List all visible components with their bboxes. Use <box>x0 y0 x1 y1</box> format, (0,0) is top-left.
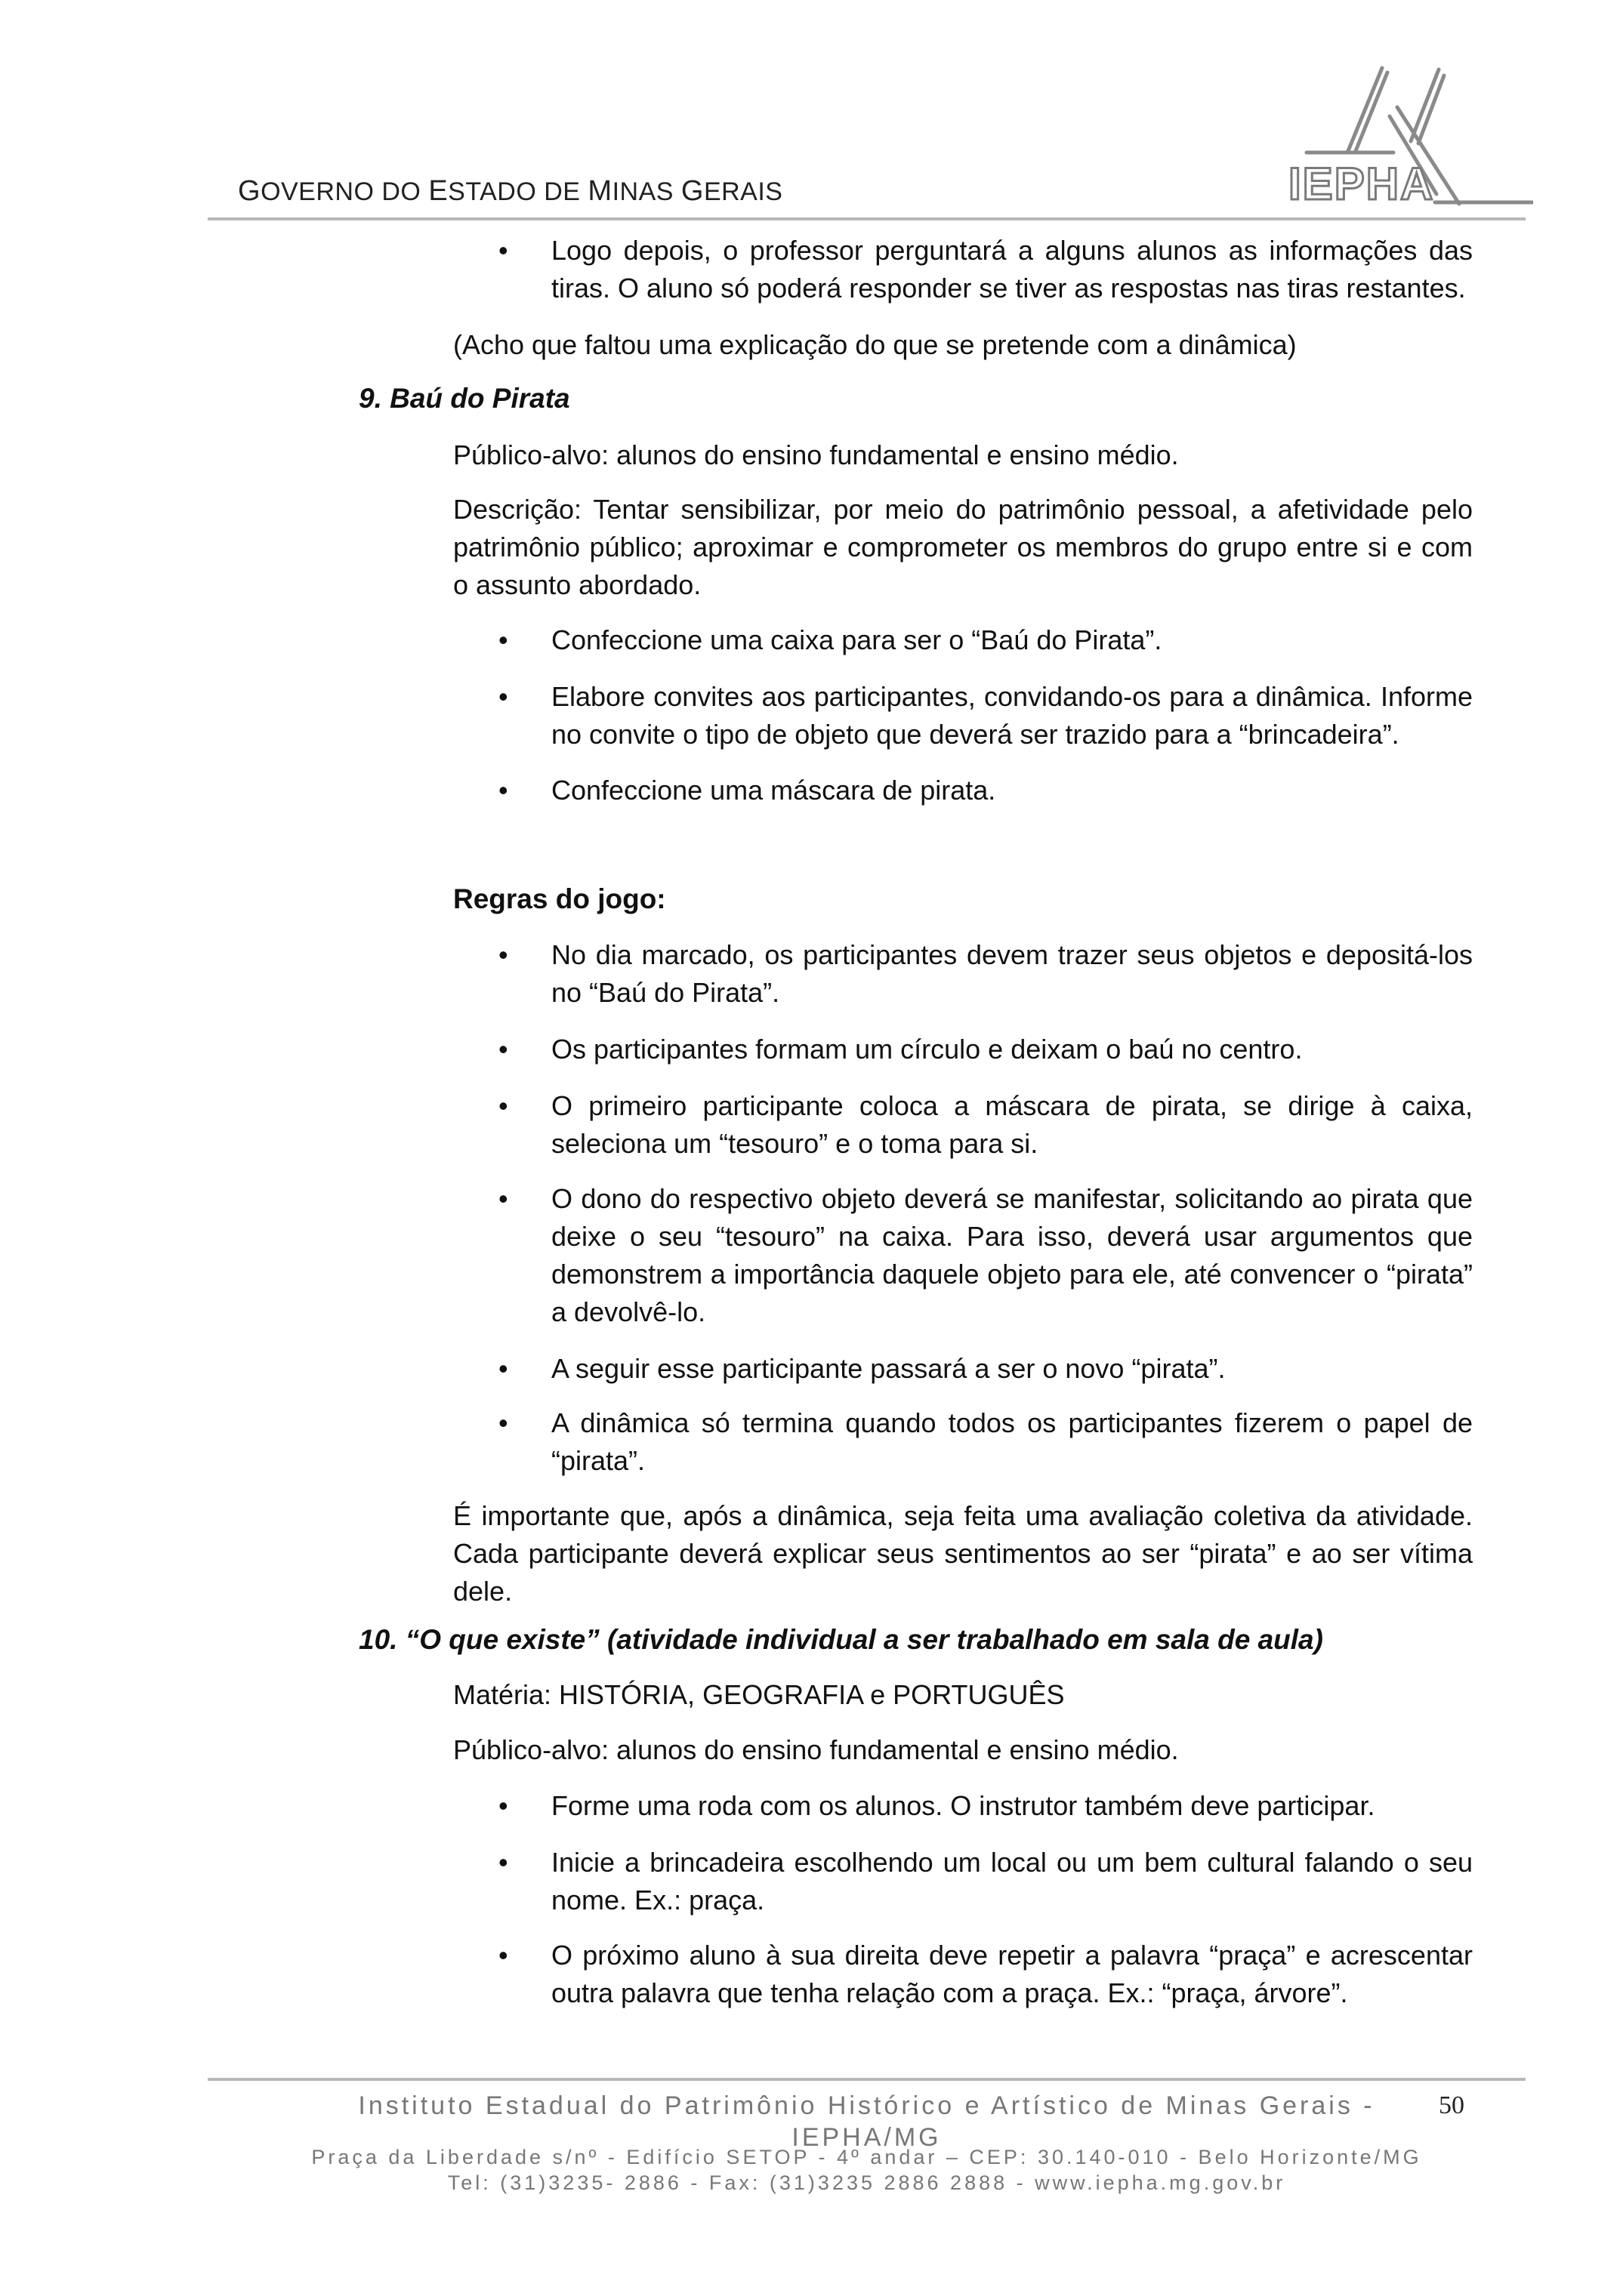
bullet: • <box>498 235 508 266</box>
header-title <box>238 175 782 208</box>
list-item <box>453 678 1473 754</box>
list-item-text: O dono do respectivo objeto deverá se manifestar, solicitando ao pirata que deixe o seu “tesouro” na caixa. Para isso, deverá usar argumentos que demonstrem a importância daquele objeto para ele, até convencer o “pirata” a devolvê-lo. <box>551 1183 1473 1327</box>
footer-divider <box>208 2078 1526 2081</box>
list-item <box>453 1937 1473 2012</box>
list-item-text: A dinâmica só termina quando todos os participantes fizerem o papel de “pirata”. <box>551 1407 1473 1476</box>
footer-institute-line1: Instituto Estadual do Patrimônio Histórico e Artístico de Minas Gerais - <box>358 2091 1375 2120</box>
list-item <box>453 1404 1473 1480</box>
list-item-text: Elabore convites aos participantes, convidando-os para a dinâmica. Informe no convite o tipo de objeto que deverá ser trazido para a “brincadeira”. <box>551 681 1473 750</box>
list-item-text: Confeccione uma máscara de pirata. <box>551 775 996 806</box>
section-heading: 9. Baú do Pirata <box>359 383 570 414</box>
header-title-part: M <box>588 175 612 207</box>
conclusion-paragraph: É importante que, após a dinâmica, seja feita uma avaliação coletiva da atividade. Cada participante deverá explicar seus sentimentos ao ser “pirata” e ao ser vítima dele. <box>453 1500 1473 1607</box>
list-item <box>453 1844 1473 1919</box>
bullet: • <box>498 1790 508 1821</box>
footer-address: Praça da Liberdade s/nº - Edifício SETOP - 4º andar – CEP: 30.140-010 - Belo Horizonte/MG <box>311 2146 1422 2168</box>
target-audience: Público-alvo: alunos do ensino fundamental e ensino médio. <box>453 1734 1179 1765</box>
list-item <box>453 1031 1473 1068</box>
list-item-text: Inicie a brincadeira escolhendo um local ou um bem cultural falando o seu nome. Ex.: praça. <box>551 1847 1473 1915</box>
list-item-text: O próximo aluno à sua direita deve repetir a palavra “praça” e acrescentar outra palavra que tenha relação com a praça. Ex.: “praça, árvore”. <box>551 1940 1473 2008</box>
bullet: • <box>498 1183 508 1214</box>
list-item-text: Forme uma roda com os alunos. O instrutor também deve participar. <box>551 1790 1375 1821</box>
header-title-part: INAS <box>612 177 681 206</box>
bullet: • <box>498 775 508 806</box>
footer-institute <box>208 2090 1526 2153</box>
description-paragraph: Descrição: Tentar sensibilizar, por meio do patrimônio pessoal, a afetividade pelo patrimônio público; aproximar e comprometer os membros do grupo entre si e com o assunto abordado. <box>453 494 1473 600</box>
iepha-logo <box>1284 62 1533 213</box>
list-item <box>453 232 1473 307</box>
header-title-part: E <box>428 175 449 207</box>
list-item-text: A seguir esse participante passará a ser o novo “pirata”. <box>551 1353 1226 1384</box>
list-item <box>453 936 1473 1012</box>
logo-wordmark: IEPHA <box>1288 159 1435 209</box>
note-paragraph: (Acho que faltou uma explicação do que se pretende com a dinâmica) <box>453 329 1297 360</box>
list-item-text: O primeiro participante coloca a máscara de pirata, se dirige à caixa, seleciona um “tesouro” e o toma para si. <box>551 1090 1473 1159</box>
header-title-part: ERAIS <box>703 177 783 206</box>
header-title-part: STADO DE <box>448 177 588 206</box>
bullet: • <box>498 1090 508 1121</box>
list-item <box>453 1087 1473 1163</box>
bullet: • <box>498 1407 508 1438</box>
list-item-text: No dia marcado, os participantes devem trazer seus objetos e depositá-los no “Baú do Pirata”. <box>551 939 1473 1008</box>
footer-institute-line2: IEPHA/MG <box>791 2123 942 2152</box>
bullet: • <box>498 681 508 712</box>
list-item-text: Os participantes formam um círculo e deixam o baú no centro. <box>551 1034 1303 1065</box>
header-title-part: G <box>680 175 704 207</box>
list-item <box>453 1787 1473 1825</box>
header-divider <box>208 217 1526 220</box>
bullet: • <box>498 624 508 655</box>
list-item-text: Logo depois, o professor perguntará a alguns alunos as informações das tiras. O aluno só poderá responder se tiver as respostas nas tiras restantes. <box>551 235 1473 304</box>
subject-line: Matéria: HISTÓRIA, GEOGRAFIA e PORTUGUÊS <box>453 1679 1065 1710</box>
list-item <box>453 1180 1473 1331</box>
header-title-part: OVERNO DO <box>261 177 429 206</box>
bullet: • <box>498 1034 508 1065</box>
list-item <box>453 621 1473 659</box>
page-number: 50 <box>1439 2091 1464 2119</box>
list-item <box>453 1350 1473 1388</box>
bullet: • <box>498 1940 508 1971</box>
bullet: • <box>498 1353 508 1384</box>
section-heading: 10. “O que existe” (atividade individual a ser trabalhado em sala de aula) <box>359 1624 1323 1655</box>
bullet: • <box>498 1847 508 1878</box>
list-item <box>453 772 1473 809</box>
footer-contact: Tel: (31)3235- 2886 - Fax: (31)3235 2886 2888 - www.iepha.mg.gov.br <box>447 2171 1286 2194</box>
target-audience: Público-alvo: alunos do ensino fundamental e ensino médio. <box>453 439 1179 470</box>
bullet: • <box>498 939 508 970</box>
rules-heading: Regras do jogo: <box>453 883 666 914</box>
header-title-part: G <box>238 175 261 207</box>
list-item-text: Confeccione uma caixa para ser o “Baú do Pirata”. <box>551 624 1162 655</box>
